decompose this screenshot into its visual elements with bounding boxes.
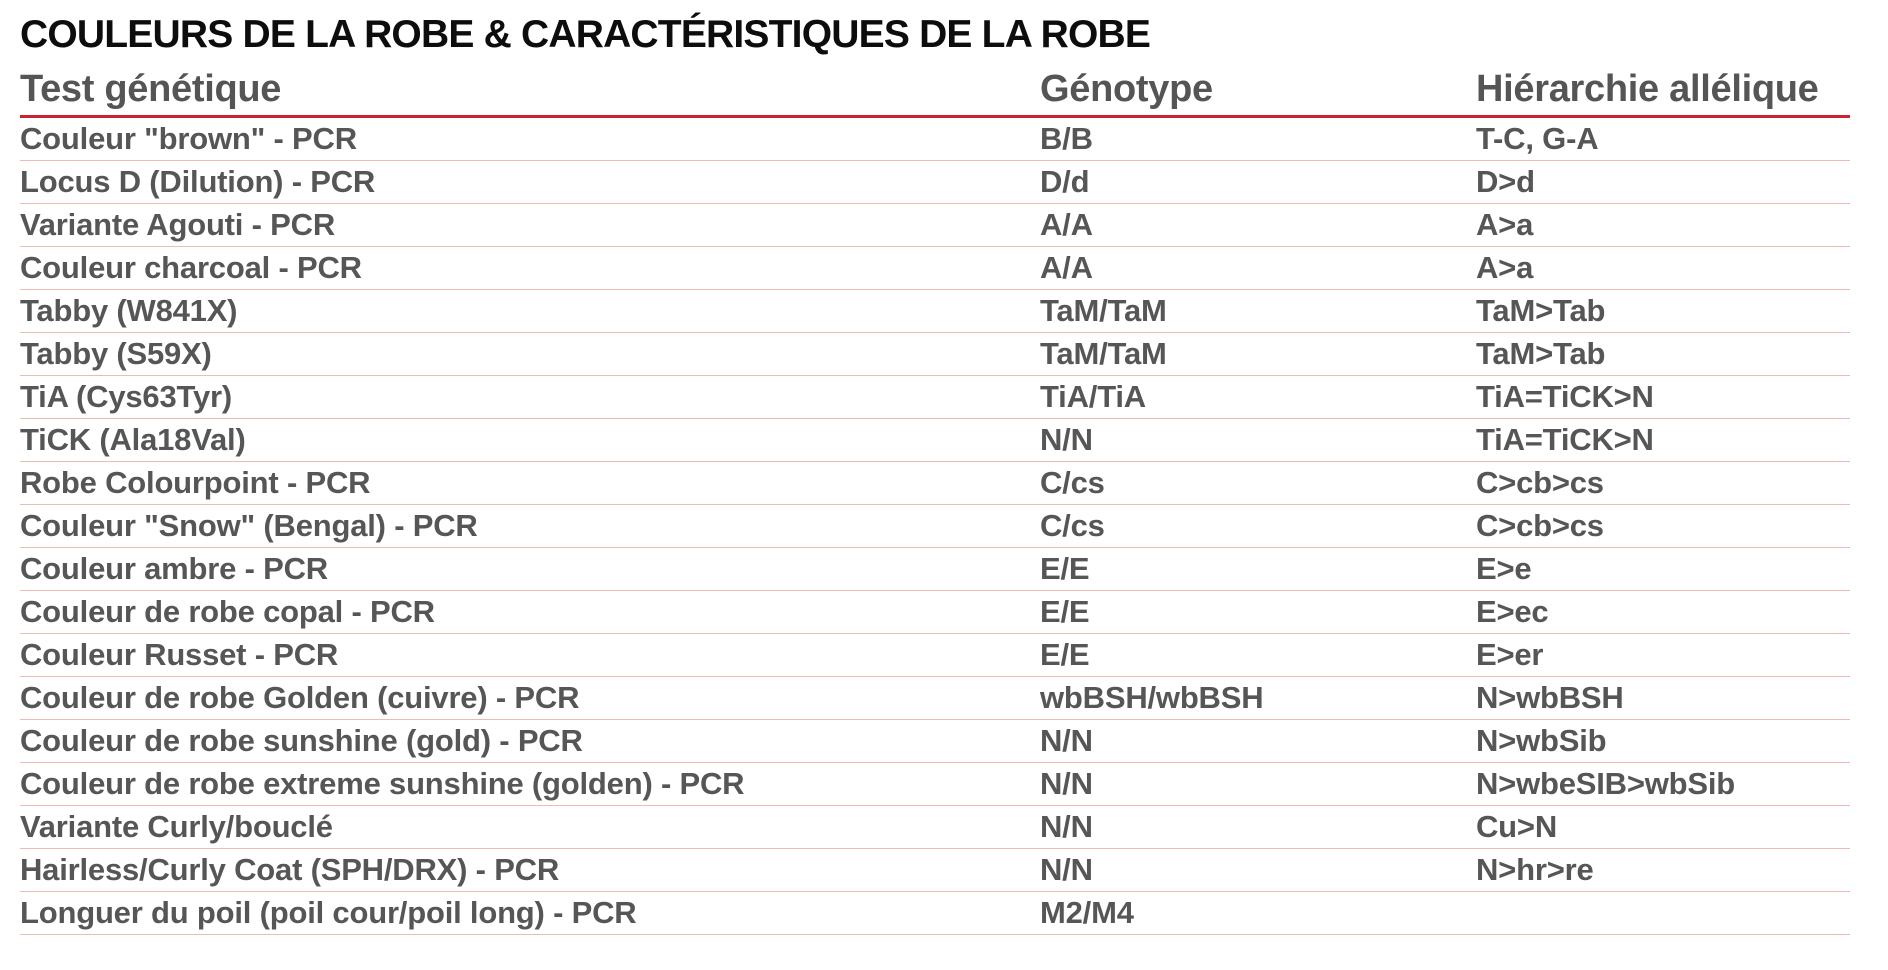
cell-genotype: A/A (1040, 247, 1476, 290)
table-row (20, 419, 1850, 462)
cell-test: Couleur charcoal - PCR (20, 247, 1040, 290)
table-row (20, 290, 1850, 333)
cell-hierarchy: E>ec (1476, 591, 1850, 634)
cell-test: Locus D (Dilution) - PCR (20, 161, 1040, 204)
table-row (20, 849, 1850, 892)
cell-test: Couleur de robe Golden (cuivre) - PCR (20, 677, 1040, 720)
cell-test: Couleur de robe copal - PCR (20, 591, 1040, 634)
cell-genotype: N/N (1040, 720, 1476, 763)
cell-hierarchy: A>a (1476, 247, 1850, 290)
cell-test: Tabby (S59X) (20, 333, 1040, 376)
cell-hierarchy: N>wbeSIB>wbSib (1476, 763, 1850, 806)
header-test: Test génétique (20, 67, 1040, 117)
cell-hierarchy: Cu>N (1476, 806, 1850, 849)
genetic-results-table (20, 67, 1850, 935)
table-row (20, 505, 1850, 548)
cell-genotype: E/E (1040, 634, 1476, 677)
cell-genotype: N/N (1040, 763, 1476, 806)
cell-test: Couleur de robe sunshine (gold) - PCR (20, 720, 1040, 763)
header-hierarchy: Hiérarchie allélique (1476, 67, 1850, 117)
table-row (20, 763, 1850, 806)
cell-hierarchy: N>hr>re (1476, 849, 1850, 892)
cell-genotype: N/N (1040, 419, 1476, 462)
cell-genotype: A/A (1040, 204, 1476, 247)
cell-test: TiA (Cys63Tyr) (20, 376, 1040, 419)
cell-test: Tabby (W841X) (20, 290, 1040, 333)
cell-genotype: TaM/TaM (1040, 290, 1476, 333)
table-row (20, 806, 1850, 849)
cell-test: Couleur ambre - PCR (20, 548, 1040, 591)
cell-genotype: N/N (1040, 806, 1476, 849)
table-row (20, 161, 1850, 204)
cell-genotype: D/d (1040, 161, 1476, 204)
cell-hierarchy: A>a (1476, 204, 1850, 247)
cell-genotype: M2/M4 (1040, 892, 1476, 935)
cell-test: Variante Curly/bouclé (20, 806, 1040, 849)
header-genotype: Génotype (1040, 67, 1476, 117)
cell-test: Variante Agouti - PCR (20, 204, 1040, 247)
cell-hierarchy: N>wbBSH (1476, 677, 1850, 720)
table-row (20, 720, 1850, 763)
table-row (20, 117, 1850, 161)
cell-hierarchy: T-C, G-A (1476, 117, 1850, 161)
table-row (20, 591, 1850, 634)
cell-test: Longuer du poil (poil cour/poil long) - PCR (20, 892, 1040, 935)
page-title: COULEURS DE LA ROBE & CARACTÉRISTIQUES DE LA ROBE (20, 13, 1151, 56)
table-row (20, 677, 1850, 720)
table-row (20, 204, 1850, 247)
cell-test: Couleur Russet - PCR (20, 634, 1040, 677)
cell-test: Robe Colourpoint - PCR (20, 462, 1040, 505)
cell-test: Couleur de robe extreme sunshine (golden) - PCR (20, 763, 1040, 806)
results-page (20, 0, 1870, 935)
cell-genotype: N/N (1040, 849, 1476, 892)
cell-test: TiCK (Ala18Val) (20, 419, 1040, 462)
cell-hierarchy: D>d (1476, 161, 1850, 204)
table-row (20, 892, 1850, 935)
cell-genotype: C/cs (1040, 505, 1476, 548)
cell-genotype: B/B (1040, 117, 1476, 161)
cell-hierarchy (1476, 892, 1850, 935)
cell-hierarchy: E>e (1476, 548, 1850, 591)
table-row (20, 548, 1850, 591)
cell-genotype: TiA/TiA (1040, 376, 1476, 419)
table-row (20, 634, 1850, 677)
cell-hierarchy: E>er (1476, 634, 1850, 677)
cell-hierarchy: C>cb>cs (1476, 462, 1850, 505)
cell-genotype: E/E (1040, 548, 1476, 591)
cell-genotype: C/cs (1040, 462, 1476, 505)
table-row (20, 247, 1850, 290)
table-row (20, 333, 1850, 376)
table-row (20, 462, 1850, 505)
cell-hierarchy: C>cb>cs (1476, 505, 1850, 548)
cell-test: Couleur "Snow" (Bengal) - PCR (20, 505, 1040, 548)
cell-genotype: TaM/TaM (1040, 333, 1476, 376)
cell-genotype: E/E (1040, 591, 1476, 634)
cell-hierarchy: TaM>Tab (1476, 290, 1850, 333)
table-header-row (20, 67, 1850, 117)
cell-test: Hairless/Curly Coat (SPH/DRX) - PCR (20, 849, 1040, 892)
table-row (20, 376, 1850, 419)
cell-hierarchy: TiA=TiCK>N (1476, 419, 1850, 462)
cell-test: Couleur "brown" - PCR (20, 117, 1040, 161)
cell-hierarchy: TiA=TiCK>N (1476, 376, 1850, 419)
cell-hierarchy: N>wbSib (1476, 720, 1850, 763)
cell-genotype: wbBSH/wbBSH (1040, 677, 1476, 720)
cell-hierarchy: TaM>Tab (1476, 333, 1850, 376)
